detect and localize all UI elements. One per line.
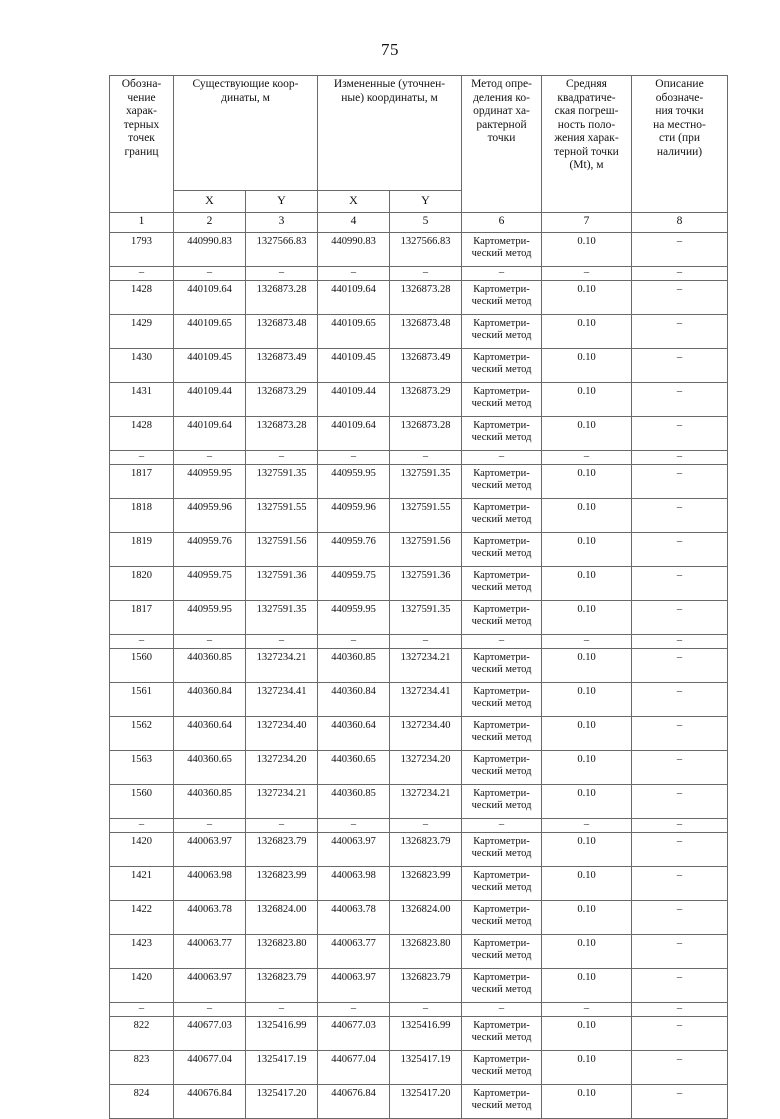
table-cell-col3: – (246, 635, 318, 649)
table-cell-col2: 440063.77 (174, 935, 246, 969)
table-cell-col1: 1431 (110, 383, 174, 417)
table-cell-col1: 1819 (110, 533, 174, 567)
table-cell-col6: Картометри- ческий метод (462, 233, 542, 267)
table-row (110, 601, 728, 635)
table-cell-col4: – (318, 635, 390, 649)
table-cell-col2: 440959.75 (174, 567, 246, 601)
table-separator-row (110, 635, 728, 649)
table-cell-col3: 1326873.48 (246, 315, 318, 349)
table-cell-col6: – (462, 267, 542, 281)
table-cell-col3: 1326823.79 (246, 833, 318, 867)
table-cell-col5: 1326823.80 (390, 935, 462, 969)
table-cell-col1: 822 (110, 1017, 174, 1051)
table-cell-col8: – (632, 635, 728, 649)
table-cell-col1: 1428 (110, 281, 174, 315)
table-cell-col5: 1326873.29 (390, 383, 462, 417)
table-cell-col3: 1325417.19 (246, 1051, 318, 1085)
table-cell-col5: 1327591.55 (390, 499, 462, 533)
table-cell-col6: Картометри- ческий метод (462, 601, 542, 635)
table-row (110, 833, 728, 867)
table-cell-col1: 824 (110, 1085, 174, 1119)
table-cell-col3: 1327234.41 (246, 683, 318, 717)
table-cell-col1: – (110, 267, 174, 281)
table-cell-col8: – (632, 267, 728, 281)
table-row (110, 649, 728, 683)
table-separator-row (110, 1003, 728, 1017)
table-cell-col8: – (632, 233, 728, 267)
table-row (110, 751, 728, 785)
table-separator-row (110, 451, 728, 465)
table-cell-col7: 0.10 (542, 935, 632, 969)
table-cell-col6: Картометри- ческий метод (462, 901, 542, 935)
table-cell-col3: 1326873.29 (246, 383, 318, 417)
table-cell-col5: 1326824.00 (390, 901, 462, 935)
table-cell-col1: 1817 (110, 465, 174, 499)
table-cell-col5: 1326873.28 (390, 281, 462, 315)
table-cell-col7: 0.10 (542, 1017, 632, 1051)
table-cell-col2: 440677.04 (174, 1051, 246, 1085)
table-cell-col4: – (318, 267, 390, 281)
column-number-3: 3 (246, 213, 318, 233)
table-cell-col4: 440677.04 (318, 1051, 390, 1085)
table-cell-col4: 440959.96 (318, 499, 390, 533)
table-cell-col1: – (110, 451, 174, 465)
table-cell-col2: 440360.64 (174, 717, 246, 751)
table-cell-col6: – (462, 635, 542, 649)
header-cell-changed-y: Y (390, 191, 462, 213)
table-cell-col7: 0.10 (542, 751, 632, 785)
table-row (110, 683, 728, 717)
table-cell-col4: 440063.78 (318, 901, 390, 935)
table-cell-col6: Картометри- ческий метод (462, 533, 542, 567)
table-cell-col7: 0.10 (542, 533, 632, 567)
table-cell-col7: 0.10 (542, 867, 632, 901)
table-cell-col6: Картометри- ческий метод (462, 867, 542, 901)
table-cell-col5: 1327566.83 (390, 233, 462, 267)
table-cell-col1: – (110, 1003, 174, 1017)
coordinates-table (109, 75, 728, 1119)
table-cell-col8: – (632, 383, 728, 417)
header-cell-existing-x: X (174, 191, 246, 213)
table-cell-col2: – (174, 1003, 246, 1017)
table-header-row-titles (110, 76, 728, 191)
table-separator-row (110, 819, 728, 833)
table-cell-col8: – (632, 1085, 728, 1119)
table-cell-col1: 1560 (110, 649, 174, 683)
table-cell-col2: 440109.64 (174, 417, 246, 451)
table-row (110, 533, 728, 567)
table-cell-col1: 1561 (110, 683, 174, 717)
header-cell-point-description: Описание обозначе- ния точки на местно- сти (при наличии) (632, 76, 728, 213)
table-cell-col5: – (390, 819, 462, 833)
table-cell-col8: – (632, 901, 728, 935)
table-cell-col3: 1326873.28 (246, 417, 318, 451)
table-cell-col1: 1429 (110, 315, 174, 349)
table-cell-col3: 1325416.99 (246, 1017, 318, 1051)
table-cell-col7: 0.10 (542, 901, 632, 935)
table-cell-col2: – (174, 635, 246, 649)
table-cell-col6: Картометри- ческий метод (462, 349, 542, 383)
table-cell-col8: – (632, 785, 728, 819)
table-cell-col7: 0.10 (542, 567, 632, 601)
table-cell-col4: – (318, 1003, 390, 1017)
table-cell-col3: 1327234.21 (246, 785, 318, 819)
table-cell-col3: 1327591.36 (246, 567, 318, 601)
table-cell-col4: – (318, 819, 390, 833)
table-cell-col7: 0.10 (542, 383, 632, 417)
table-cell-col4: 440360.85 (318, 785, 390, 819)
table-cell-col2: 440360.85 (174, 785, 246, 819)
table-cell-col4: 440109.45 (318, 349, 390, 383)
table-cell-col2: 440109.44 (174, 383, 246, 417)
table-cell-col1: 1430 (110, 349, 174, 383)
table-cell-col4: – (318, 451, 390, 465)
table-row (110, 935, 728, 969)
table-cell-col5: 1325417.20 (390, 1085, 462, 1119)
table-cell-col8: – (632, 567, 728, 601)
table-cell-col5: 1326873.28 (390, 417, 462, 451)
table-cell-col2: 440063.97 (174, 969, 246, 1003)
table-cell-col8: – (632, 1003, 728, 1017)
table-row (110, 969, 728, 1003)
table-row (110, 383, 728, 417)
table-cell-col3: 1326824.00 (246, 901, 318, 935)
table-cell-col4: 440360.84 (318, 683, 390, 717)
table-cell-col4: 440109.44 (318, 383, 390, 417)
table-cell-col8: – (632, 833, 728, 867)
table-cell-col5: – (390, 1003, 462, 1017)
table-cell-col6: Картометри- ческий метод (462, 465, 542, 499)
table-cell-col2: 440959.76 (174, 533, 246, 567)
table-cell-col7: 0.10 (542, 649, 632, 683)
table-cell-col7: 0.10 (542, 349, 632, 383)
table-row (110, 315, 728, 349)
table-cell-col2: 440360.85 (174, 649, 246, 683)
table-cell-col1: 1820 (110, 567, 174, 601)
table-row (110, 417, 728, 451)
table-cell-col1: 1421 (110, 867, 174, 901)
table-row (110, 867, 728, 901)
table-cell-col3: 1326823.99 (246, 867, 318, 901)
table-cell-col8: – (632, 819, 728, 833)
column-number-5: 5 (390, 213, 462, 233)
table-cell-col1: 1562 (110, 717, 174, 751)
table-cell-col8: – (632, 349, 728, 383)
table-cell-col8: – (632, 969, 728, 1003)
table-row (110, 567, 728, 601)
table-cell-col5: 1326873.48 (390, 315, 462, 349)
table-cell-col3: 1327234.21 (246, 649, 318, 683)
table-cell-col5: – (390, 451, 462, 465)
table-cell-col4: 440959.75 (318, 567, 390, 601)
table-cell-col6: Картометри- ческий метод (462, 281, 542, 315)
table-cell-col7: 0.10 (542, 499, 632, 533)
table-cell-col8: – (632, 451, 728, 465)
table-cell-col8: – (632, 867, 728, 901)
table-cell-col3: – (246, 819, 318, 833)
table-cell-col6: Картометри- ческий метод (462, 499, 542, 533)
table-cell-col2: 440360.84 (174, 683, 246, 717)
table-cell-col3: – (246, 267, 318, 281)
table-cell-col2: 440990.83 (174, 233, 246, 267)
column-number-8: 8 (632, 213, 728, 233)
table-cell-col1: 1423 (110, 935, 174, 969)
table-cell-col6: – (462, 1003, 542, 1017)
table-row (110, 281, 728, 315)
column-number-2: 2 (174, 213, 246, 233)
table-row (110, 901, 728, 935)
table-cell-col1: 1793 (110, 233, 174, 267)
column-number-1: 1 (110, 213, 174, 233)
table-cell-col8: – (632, 751, 728, 785)
table-cell-col1: 1420 (110, 833, 174, 867)
table-cell-col3: 1326873.28 (246, 281, 318, 315)
table-cell-col8: – (632, 465, 728, 499)
table-row (110, 1051, 728, 1085)
header-cell-changed-x: X (318, 191, 390, 213)
column-number-6: 6 (462, 213, 542, 233)
table-cell-col4: 440063.97 (318, 969, 390, 1003)
table-cell-col4: 440959.76 (318, 533, 390, 567)
table-cell-col5: 1327591.35 (390, 601, 462, 635)
table-cell-col8: – (632, 315, 728, 349)
header-cell-changed-coordinates: Измененные (уточнен- ные) координаты, м (318, 76, 462, 191)
table-cell-col7: 0.10 (542, 1051, 632, 1085)
table-cell-col4: 440360.85 (318, 649, 390, 683)
table-cell-col1: 1817 (110, 601, 174, 635)
table-cell-col7: 0.10 (542, 1085, 632, 1119)
table-cell-col3: 1327591.56 (246, 533, 318, 567)
table-header-row-numbering (110, 213, 728, 233)
table-cell-col4: 440360.64 (318, 717, 390, 751)
table-separator-row (110, 267, 728, 281)
table-cell-col7: 0.10 (542, 717, 632, 751)
table-row (110, 1017, 728, 1051)
table-cell-col2: 440109.65 (174, 315, 246, 349)
table-cell-col8: – (632, 1051, 728, 1085)
table-cell-col3: 1325417.20 (246, 1085, 318, 1119)
table-cell-col7: – (542, 819, 632, 833)
table-cell-col4: 440109.64 (318, 417, 390, 451)
table-cell-col3: 1326823.80 (246, 935, 318, 969)
table-row (110, 1085, 728, 1119)
table-cell-col2: 440360.65 (174, 751, 246, 785)
table-cell-col4: 440959.95 (318, 601, 390, 635)
table-cell-col4: 440959.95 (318, 465, 390, 499)
table-cell-col2: 440063.78 (174, 901, 246, 935)
column-number-4: 4 (318, 213, 390, 233)
table-cell-col6: Картометри- ческий метод (462, 315, 542, 349)
table-cell-col6: Картометри- ческий метод (462, 1085, 542, 1119)
table-cell-col4: 440109.65 (318, 315, 390, 349)
table-cell-col2: – (174, 451, 246, 465)
table-cell-col8: – (632, 649, 728, 683)
table-cell-col5: 1327591.36 (390, 567, 462, 601)
table-cell-col6: Картометри- ческий метод (462, 1017, 542, 1051)
table-cell-col2: 440959.96 (174, 499, 246, 533)
table-cell-col2: 440677.03 (174, 1017, 246, 1051)
table-cell-col2: 440063.98 (174, 867, 246, 901)
table-cell-col5: – (390, 635, 462, 649)
table-cell-col7: 0.10 (542, 833, 632, 867)
header-cell-point-designation: Обозна- чение харак- терных точек границ (110, 76, 174, 213)
table-cell-col1: 1422 (110, 901, 174, 935)
table-cell-col1: – (110, 819, 174, 833)
table-cell-col4: 440109.64 (318, 281, 390, 315)
table-cell-col8: – (632, 499, 728, 533)
table-cell-col6: Картометри- ческий метод (462, 751, 542, 785)
table-cell-col5: 1326823.79 (390, 833, 462, 867)
table-cell-col1: 1420 (110, 969, 174, 1003)
table-row (110, 717, 728, 751)
header-cell-mean-square-error: Средняя квадратиче- ская погреш- ность поло- жения харак- терной точки (Mt), м (542, 76, 632, 213)
table-cell-col7: – (542, 1003, 632, 1017)
table-cell-col8: – (632, 935, 728, 969)
table-cell-col5: 1327234.40 (390, 717, 462, 751)
table-cell-col7: – (542, 451, 632, 465)
header-cell-existing-coordinates: Существующие коор- динаты, м (174, 76, 318, 191)
table-cell-col2: 440676.84 (174, 1085, 246, 1119)
table-cell-col6: Картометри- ческий метод (462, 785, 542, 819)
table-cell-col8: – (632, 1017, 728, 1051)
table-cell-col3: 1326873.49 (246, 349, 318, 383)
table-cell-col8: – (632, 281, 728, 315)
table-cell-col7: 0.10 (542, 233, 632, 267)
table-cell-col7: 0.10 (542, 785, 632, 819)
table-cell-col6: Картометри- ческий метод (462, 383, 542, 417)
table-cell-col6: – (462, 451, 542, 465)
table-cell-col5: 1327591.35 (390, 465, 462, 499)
table-cell-col6: Картометри- ческий метод (462, 417, 542, 451)
table-cell-col7: 0.10 (542, 969, 632, 1003)
table-cell-col3: – (246, 451, 318, 465)
table-row (110, 465, 728, 499)
table-cell-col5: 1326873.49 (390, 349, 462, 383)
table-cell-col3: 1326823.79 (246, 969, 318, 1003)
table-cell-col7: – (542, 267, 632, 281)
table-row (110, 785, 728, 819)
table-cell-col3: 1327234.40 (246, 717, 318, 751)
table-cell-col7: 0.10 (542, 465, 632, 499)
table-cell-col8: – (632, 683, 728, 717)
table-cell-col5: 1327591.56 (390, 533, 462, 567)
header-cell-existing-y: Y (246, 191, 318, 213)
table-cell-col8: – (632, 533, 728, 567)
table-cell-col1: 1563 (110, 751, 174, 785)
table-cell-col3: – (246, 1003, 318, 1017)
table-cell-col7: 0.10 (542, 281, 632, 315)
table-cell-col5: 1325416.99 (390, 1017, 462, 1051)
table-cell-col7: 0.10 (542, 601, 632, 635)
table-cell-col1: 1818 (110, 499, 174, 533)
table-cell-col6: Картометри- ческий метод (462, 935, 542, 969)
table-cell-col5: 1326823.99 (390, 867, 462, 901)
table-cell-col7: 0.10 (542, 315, 632, 349)
table-cell-col4: 440360.65 (318, 751, 390, 785)
table-cell-col6: Картометри- ческий метод (462, 649, 542, 683)
table-cell-col6: Картометри- ческий метод (462, 833, 542, 867)
table-row (110, 499, 728, 533)
table-row (110, 233, 728, 267)
table-cell-col6: Картометри- ческий метод (462, 567, 542, 601)
table-cell-col6: Картометри- ческий метод (462, 969, 542, 1003)
table-cell-col4: 440677.03 (318, 1017, 390, 1051)
table-cell-col2: – (174, 819, 246, 833)
table-cell-col8: – (632, 717, 728, 751)
coordinates-table-container (109, 75, 727, 1119)
table-cell-col4: 440990.83 (318, 233, 390, 267)
table-cell-col7: 0.10 (542, 683, 632, 717)
table-cell-col7: 0.10 (542, 417, 632, 451)
table-cell-col5: 1327234.20 (390, 751, 462, 785)
table-cell-col2: – (174, 267, 246, 281)
table-cell-col2: 440063.97 (174, 833, 246, 867)
table-cell-col2: 440109.45 (174, 349, 246, 383)
table-cell-col1: 1560 (110, 785, 174, 819)
table-cell-col5: 1325417.19 (390, 1051, 462, 1085)
table-cell-col3: 1327234.20 (246, 751, 318, 785)
table-cell-col6: – (462, 819, 542, 833)
table-cell-col7: – (542, 635, 632, 649)
table-cell-col5: 1327234.21 (390, 785, 462, 819)
table-body (110, 233, 728, 1119)
table-cell-col1: 1428 (110, 417, 174, 451)
table-cell-col8: – (632, 417, 728, 451)
table-header (110, 76, 728, 233)
table-cell-col4: 440063.77 (318, 935, 390, 969)
table-cell-col6: Картометри- ческий метод (462, 1051, 542, 1085)
table-cell-col2: 440959.95 (174, 465, 246, 499)
header-cell-determination-method: Метод опре- деления ко- ординат ха- рактерной точки (462, 76, 542, 213)
table-cell-col2: 440959.95 (174, 601, 246, 635)
table-cell-col4: 440676.84 (318, 1085, 390, 1119)
table-cell-col3: 1327591.55 (246, 499, 318, 533)
table-cell-col6: Картометри- ческий метод (462, 683, 542, 717)
table-cell-col5: 1327234.41 (390, 683, 462, 717)
page-number: 75 (381, 40, 399, 59)
table-cell-col1: – (110, 635, 174, 649)
table-cell-col4: 440063.97 (318, 833, 390, 867)
table-cell-col1: 823 (110, 1051, 174, 1085)
table-cell-col3: 1327591.35 (246, 465, 318, 499)
table-cell-col6: Картометри- ческий метод (462, 717, 542, 751)
table-cell-col8: – (632, 601, 728, 635)
table-row (110, 349, 728, 383)
table-cell-col4: 440063.98 (318, 867, 390, 901)
table-cell-col5: 1327234.21 (390, 649, 462, 683)
table-cell-col2: 440109.64 (174, 281, 246, 315)
table-cell-col3: 1327591.35 (246, 601, 318, 635)
table-cell-col5: 1326823.79 (390, 969, 462, 1003)
column-number-7: 7 (542, 213, 632, 233)
table-cell-col5: – (390, 267, 462, 281)
table-cell-col3: 1327566.83 (246, 233, 318, 267)
